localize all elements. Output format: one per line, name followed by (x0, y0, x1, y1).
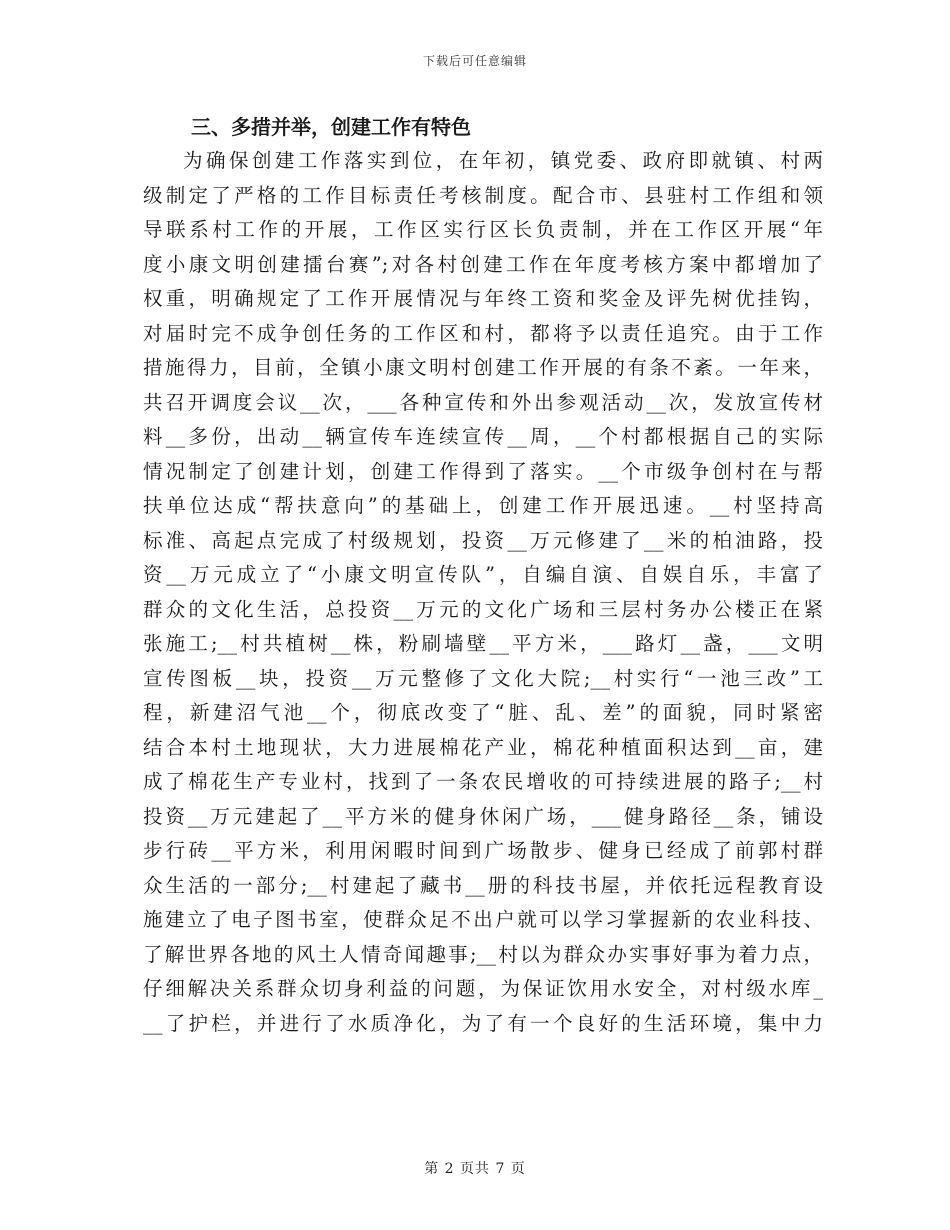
section-heading: 三、多措并举，创建工作有特色 (191, 115, 471, 139)
paragraph-line: 料__多份，出动__辆宣传车连续宣传__周，__个村都根据自己的实际 (143, 425, 823, 448)
paragraph-line: 为确保创建工作落实到位，在年初，镇党委、政府即就镇、村两 (183, 149, 823, 172)
paragraph-line: 了解世界各地的风土人情奇闻趣事;__村以为群众办实事好事为着力点， (143, 942, 823, 966)
body-paragraph (143, 144, 823, 1041)
paragraph-line: 情况制定了创建计划，创建工作得到了落实。__个市级争创村在与帮 (143, 459, 823, 483)
document-body (143, 110, 823, 1041)
paragraph-line: 宣传图板__块，投资__万元整修了文化大院;__村实行“一池三改”工 (143, 666, 823, 690)
paragraph-line: 群众的文化生活，总投资__万元的文化广场和三层村务办公楼正在紧 (143, 597, 823, 621)
paragraph-line: __了护栏，并进行了水质净化，为了有一个良好的生活环境，集中力 (143, 1011, 823, 1035)
paragraph-line: 施建立了电子图书室，使群众足不出户就可以学习掌握新的农业科技、 (143, 908, 823, 931)
paragraph-line: 结合本村土地现状，大力进展棉花产业，棉花种植面积达到__亩，建 (143, 735, 823, 759)
paragraph-line: 措施得力，目前，全镇小康文明村创建工作开展的有条不紊。一年来， (143, 356, 823, 379)
paragraph-line: 众生活的一部分;__村建起了藏书__册的科技书屋，并依托远程教育设 (143, 873, 823, 897)
paragraph-line: 张施工;__村共植树__株，粉刷墙壁__平方米，___路灯__盏，___文明 (143, 632, 823, 655)
paragraph-line: 导联系村工作的开展，工作区实行区长负责制，并在工作区开展“年 (143, 218, 823, 241)
paragraph-line: 资__万元成立了“小康文明宣传队”，自编自演、自娱自乐，丰富了 (143, 563, 823, 586)
paragraph-line: 程，新建沼气池__个，彻底改变了“脏、乱、差”的面貌，同时紧密 (143, 701, 823, 724)
paragraph-line: 级制定了严格的工作目标责任考核制度。配合市、县驻村工作组和领 (143, 183, 823, 207)
paragraph-line: 共召开调度会议__次，___各种宣传和外出参观活动__次，发放宣传材 (143, 390, 823, 414)
paragraph-line: 度小康文明创建擂台赛”;对各村创建工作在年度考核方案中都增加了 (143, 252, 823, 276)
paragraph-line: 标准、高起点完成了村级规划，投资__万元修建了__米的柏油路，投 (143, 528, 823, 552)
paragraph-line: 扶单位达成“帮扶意向”的基础上，创建工作开展迅速。__村坚持高 (143, 494, 823, 517)
paragraph-line: 权重，明确规定了工作开展情况与年终工资和奖金及评先树优挂钩， (143, 287, 823, 310)
paragraph-line: 步行砖__平方米，利用闲暇时间到广场散步、健身已经成了前郭村群 (143, 839, 823, 862)
page-number: 第 2 页共 7 页 (424, 1161, 526, 1177)
paragraph-line: 投资__万元建起了__平方米的健身休闲广场，___健身路径__条，铺设 (143, 804, 823, 828)
page-header: 下载后可任意编辑 (422, 54, 527, 68)
paragraph-line: 仔细解决关系群众切身利益的问题，为保证饮用水安全，对村级水库_ (143, 977, 823, 1000)
paragraph-line: 对届时完不成争创任务的工作区和村，都将予以责任追究。由于工作 (143, 321, 823, 345)
paragraph-line: 成了棉花生产专业村，找到了一条农民增收的可持续进展的路子;__村 (143, 770, 823, 793)
